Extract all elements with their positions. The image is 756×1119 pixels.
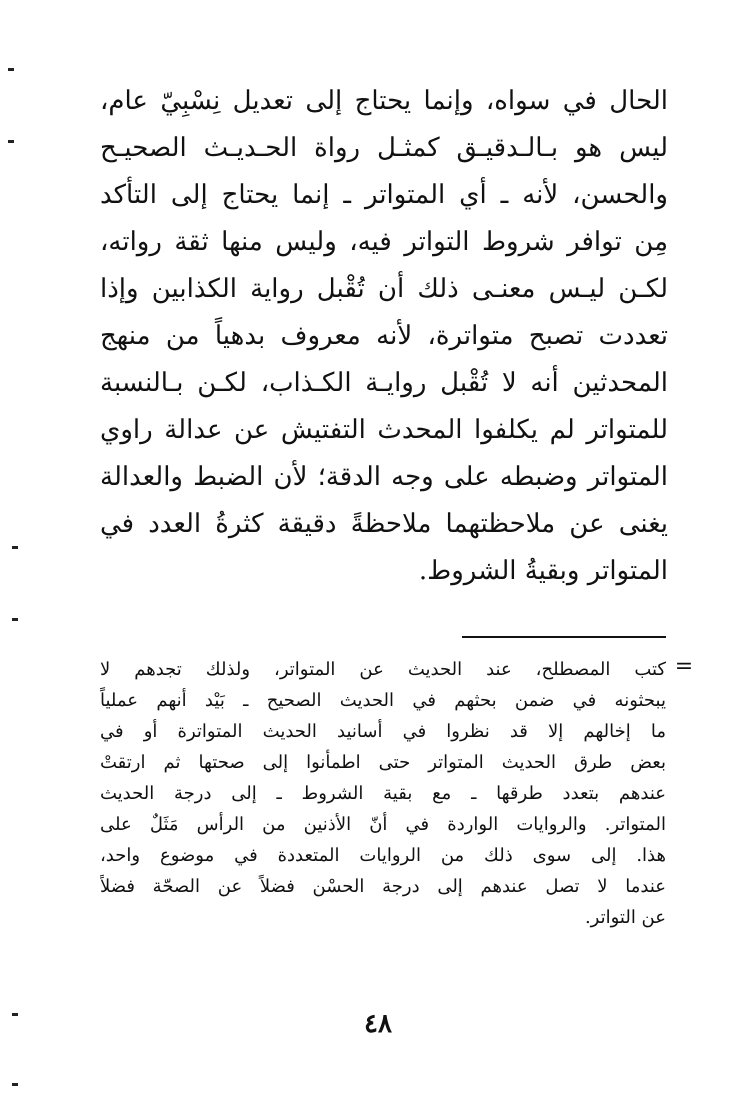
main-text-line: للمتواتر لم يكلفوا المحدث التفتيش عن عدالة راوي [100, 415, 668, 445]
main-text-line: تعددت تصبح متواترة، لأنه معروف بدهياً من منهج [100, 321, 668, 351]
scan-margin-mark [12, 1013, 18, 1016]
page-number: ٤٨ [364, 1009, 392, 1039]
scan-margin-mark [12, 546, 18, 549]
footnote-line: عندهم بتعدد طرقها ـ مع بقية الشروط ـ إلى درجة الحديث [100, 783, 666, 804]
footnote-line: المتواتر. والروايات الواردة في أنّ الأذنين من الرأس مَثَلٌ على [100, 814, 666, 835]
main-text-line: المتواتر وبقيةُ الشروط. [418, 556, 668, 586]
footnote-block [100, 654, 666, 933]
footnote-line: هذا. إلى سوى ذلك من الروايات المتعددة في موضوع واحد، [100, 845, 666, 866]
footnote-divider [462, 636, 666, 638]
footnote-line: كتب المصطلح، عند الحديث عن المتواتر، ولذلك تجدهم لا [100, 659, 666, 680]
main-text-line: المحدثين أنه لا تُقْبل روايـة الكـذاب، لكـن بـالنسبة [100, 368, 668, 398]
scan-margin-mark [12, 618, 18, 621]
scan-margin-mark [8, 68, 14, 71]
main-text-line: لكـن ليـس معنـى ذلك أن تُقْبل رواية الكذابين وإذا [100, 274, 668, 304]
main-text-block [100, 78, 668, 595]
main-text-line: ليس هو بـالـدقيـق كمثـل رواة الحـديـث الصحيـح [100, 133, 668, 163]
main-text-line: الحال في سواه، وإنما يحتاج إلى تعديل نِسْبِيّ عام، [100, 86, 668, 116]
footnote-line: عن التواتر. [584, 907, 666, 928]
footnote-line: بعض طرق الحديث المتواتر حتى اطمأنوا إلى صحتها ثم ارتقتْ [100, 752, 666, 773]
main-text-line: والحسن، لأنه ـ أي المتواتر ـ إنما يحتاج إلى التأكد [100, 180, 668, 210]
footnote-line: ما إخالهم إلا قد نظروا في أسانيد الحديث المتواترة أو في [100, 721, 666, 742]
scan-margin-mark [8, 140, 14, 143]
main-text-line: مِن توافر شروط التواتر فيه، وليس منها ثقة رواته، [100, 227, 668, 257]
main-text-line: يغنى عن ملاحظتهما ملاحظةً دقيقة كثرةُ العدد في [100, 509, 668, 539]
footnote-continuation-marker: = [674, 654, 694, 679]
main-text-line: المتواتر وضبطه على وجه الدقة؛ لأن الضبط والعدالة [100, 462, 668, 492]
footnote-line: يبحثونه في ضمن بحثهم في الحديث الصحيح ـ بَيْد أنهم عملياً [100, 690, 666, 711]
footnote-line: عندما لا تصل عندهم إلى درجة الحسْن فضلاً عن الصحّة فضلاً [100, 876, 666, 897]
scan-margin-mark [12, 1083, 18, 1086]
